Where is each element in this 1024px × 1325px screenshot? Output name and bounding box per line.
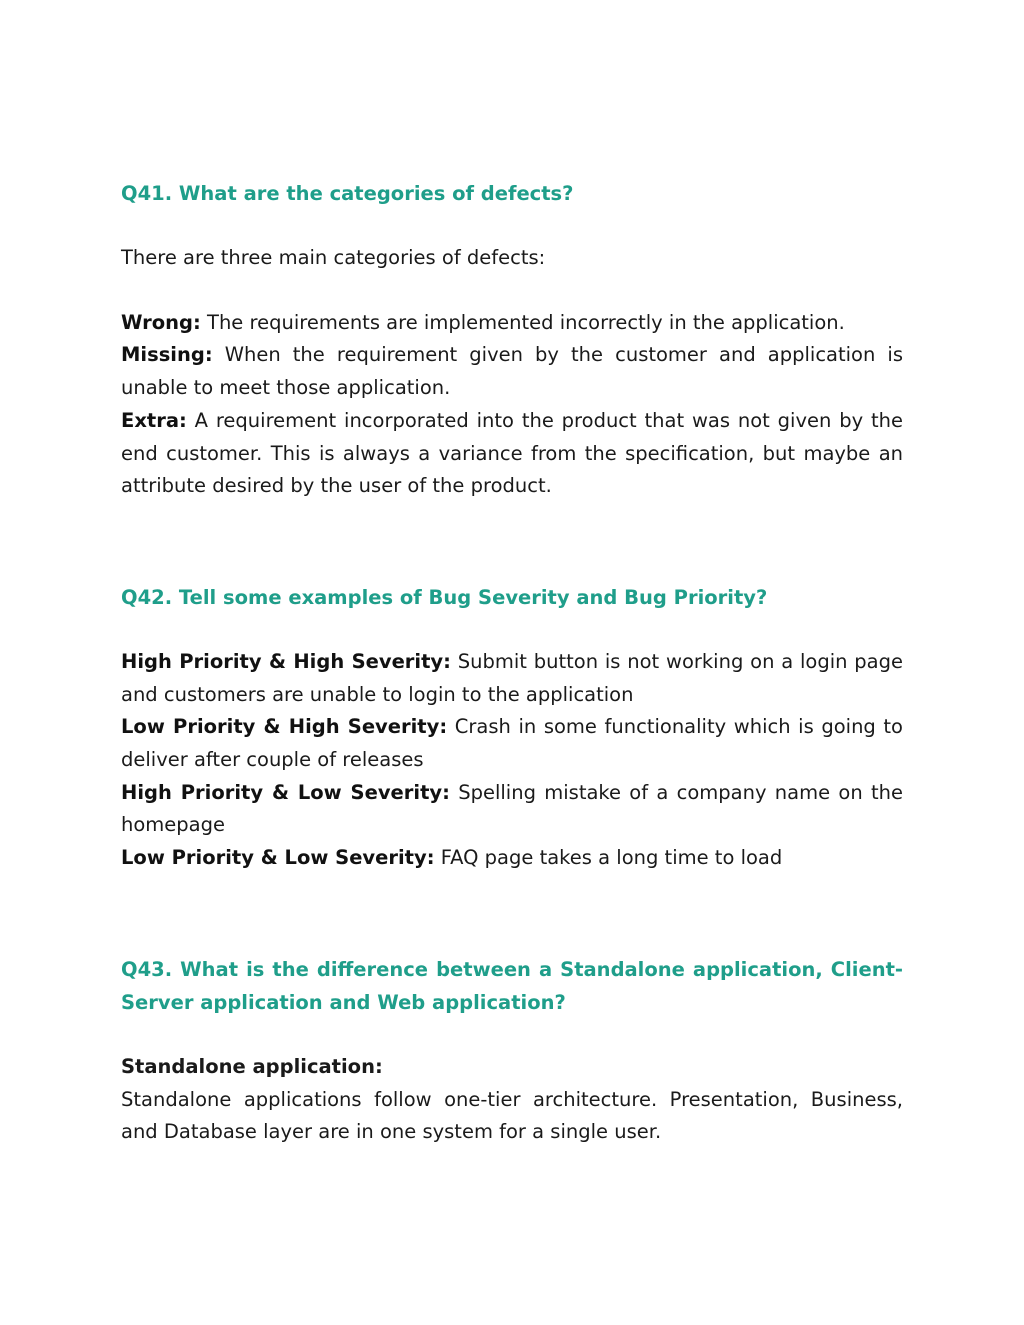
q42-term-hp-hs: High Priority & High Severity: (121, 649, 451, 673)
q42-term-lp-hs: Low Priority & High Severity: (121, 715, 448, 739)
q41-heading: Q41. What are the categories of defects? (121, 182, 574, 205)
q42-text-hp-hs: Submit button is not working on a login page and customers are unable to login to the application (121, 649, 903, 706)
q41-text-missing: When the requirement given by the customer and application is unable to meet those application. (121, 343, 903, 400)
q42-text-hp-ls: Spelling mistake of a company name on the homepage (121, 780, 903, 837)
q41-item-wrong (121, 307, 903, 340)
q43-heading: Q43. What is the difference between a Standalone application, Client-Server application and Web application? (121, 957, 903, 1014)
q41-term-wrong: Wrong: (121, 310, 201, 334)
q41-item-missing (121, 339, 903, 404)
q41-text-wrong: The requirements are implemented incorrectly in the application. (207, 310, 845, 334)
q43-subheading: Standalone application: (121, 1054, 383, 1078)
q42-term-hp-ls: High Priority & Low Severity: (121, 780, 450, 804)
q41-intro: There are three main categories of defects: (121, 246, 546, 269)
q42-item-lp-hs (121, 711, 903, 776)
q42-text-lp-ls: FAQ page takes a long time to load (440, 846, 783, 870)
q42-term-lp-ls: Low Priority & Low Severity: (121, 846, 435, 870)
q42-heading: Q42. Tell some examples of Bug Severity and Bug Priority? (121, 585, 768, 609)
q42-item-hp-ls (121, 777, 903, 842)
q42-item-lp-ls (121, 842, 903, 875)
q41-term-missing: Missing: (121, 343, 213, 367)
q41-term-extra: Extra: (121, 408, 187, 432)
q41-item-extra (121, 405, 903, 503)
q42-item-hp-hs (121, 646, 903, 711)
document-page (121, 177, 903, 1149)
q41-text-extra: A requirement incorporated into the product that was not given by the end customer. This is always a variance from the specification, but maybe an attribute desired by the user of the product. (121, 408, 903, 498)
q43-body: Standalone applications follow one-tier architecture. Presentation, Business, and Database layer are in one system for a single user. (121, 1087, 903, 1144)
q42-text-lp-hs: Crash in some functionality which is going to deliver after couple of releases (121, 715, 903, 772)
